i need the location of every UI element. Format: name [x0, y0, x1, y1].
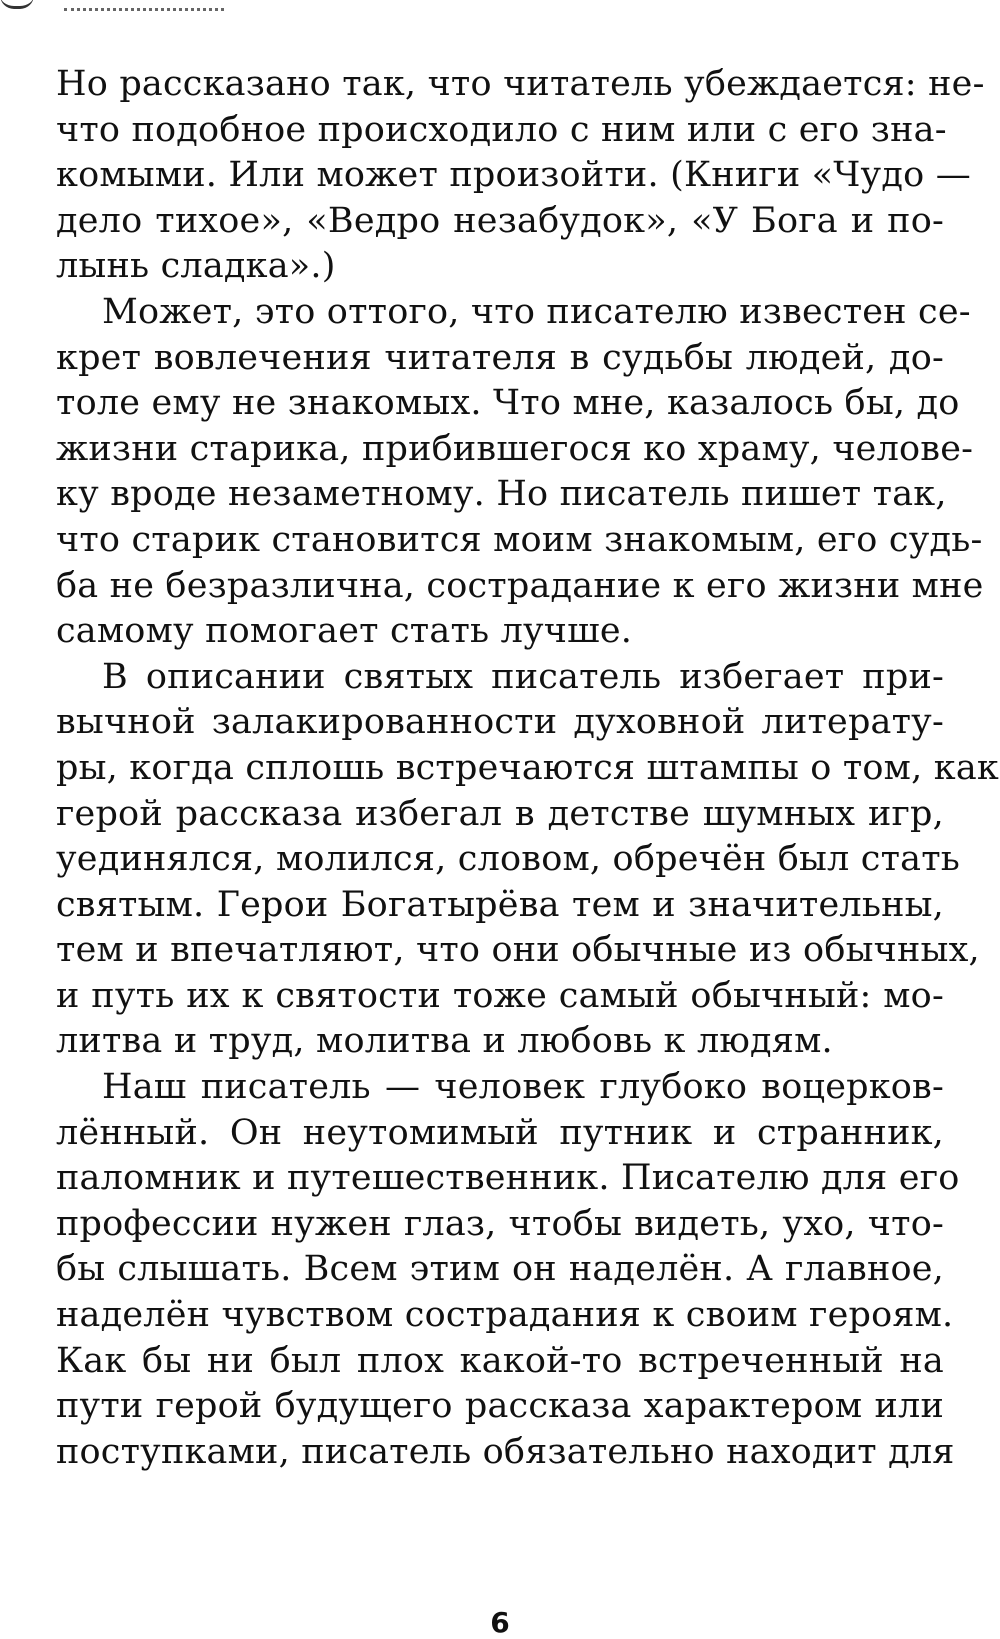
header-ornament: [0, 0, 34, 9]
text-line: крет вовлечения читателя в судьбы людей, до-: [56, 337, 944, 378]
cropped-running-header: [0, 0, 260, 18]
text-line: Но рассказано так, что читатель убеждается: не-: [56, 64, 985, 104]
text-line: пути герой будущего рассказа характером или: [56, 1386, 944, 1427]
text-line: наделён чувством сострадания к своим героям.: [56, 1295, 954, 1336]
text-line: толе ему не знакомых. Что мне, казалось бы, до: [56, 383, 960, 424]
text-line: паломник и путешественник. Писателю для его: [56, 1158, 960, 1199]
text-line: вычной залакированности духовной литерату-: [56, 702, 944, 743]
text-line: литва и труд, молитва и любовь к людям.: [56, 1021, 833, 1062]
text-line: бы слышать. Всем этим он наделён. А главное,: [56, 1249, 944, 1290]
text-line: поступками, писатель обязательно находит для: [56, 1431, 955, 1472]
text-line: самому помогает стать лучше.: [56, 611, 633, 652]
paragraph-first-line: Может, это оттого, что писателю известен се-: [102, 291, 971, 332]
body-text: [56, 62, 999, 1475]
text-line: и путь их к святости тоже самый обычный: мо-: [56, 975, 944, 1016]
text-line: комыми. Или может произойти. (Книги «Чудо —: [56, 155, 971, 196]
text-line: уединялся, молился, словом, обречён был стать: [56, 839, 961, 880]
text-line: тем и впечатляют, что они обычные из обычных,: [56, 930, 980, 971]
text-line: лынь сладка».): [56, 246, 336, 287]
text-line: жизни старика, прибившегося ко храму, челове-: [56, 428, 974, 469]
text-line: что подобное происходило с ним или с его зна-: [56, 109, 947, 150]
text-line: ку вроде незаметному. Но писатель пишет так,: [56, 474, 947, 515]
text-line: профессии нужен глаз, чтобы видеть, ухо, что-: [56, 1203, 944, 1244]
text-line: дело тихое», «Ведро незабудок», «У Бога и по-: [56, 200, 944, 241]
text-line: ры, когда сплошь встречаются штампы о том, как: [56, 747, 999, 788]
paragraph-first-line: Наш писатель — человек глубоко воцерков-: [102, 1067, 944, 1108]
text-line: что старик становится моим знакомым, его судь-: [56, 519, 983, 560]
page-number: 6: [490, 1606, 510, 1639]
text-line: Как бы ни был плох какой-то встреченный на: [56, 1340, 944, 1381]
text-line: лённый. Он неутомимый путник и странник,: [56, 1112, 944, 1153]
text-line: ба не безразлична, сострадание к его жизни мне: [56, 565, 984, 606]
header-text-fragment: [64, 0, 224, 11]
text-line: герой рассказа избегал в детстве шумных игр,: [56, 793, 944, 834]
text-line: святым. Герои Богатырёва тем и значительны,: [56, 884, 944, 925]
paragraph-first-line: В описании святых писатель избегает при-: [102, 656, 944, 697]
